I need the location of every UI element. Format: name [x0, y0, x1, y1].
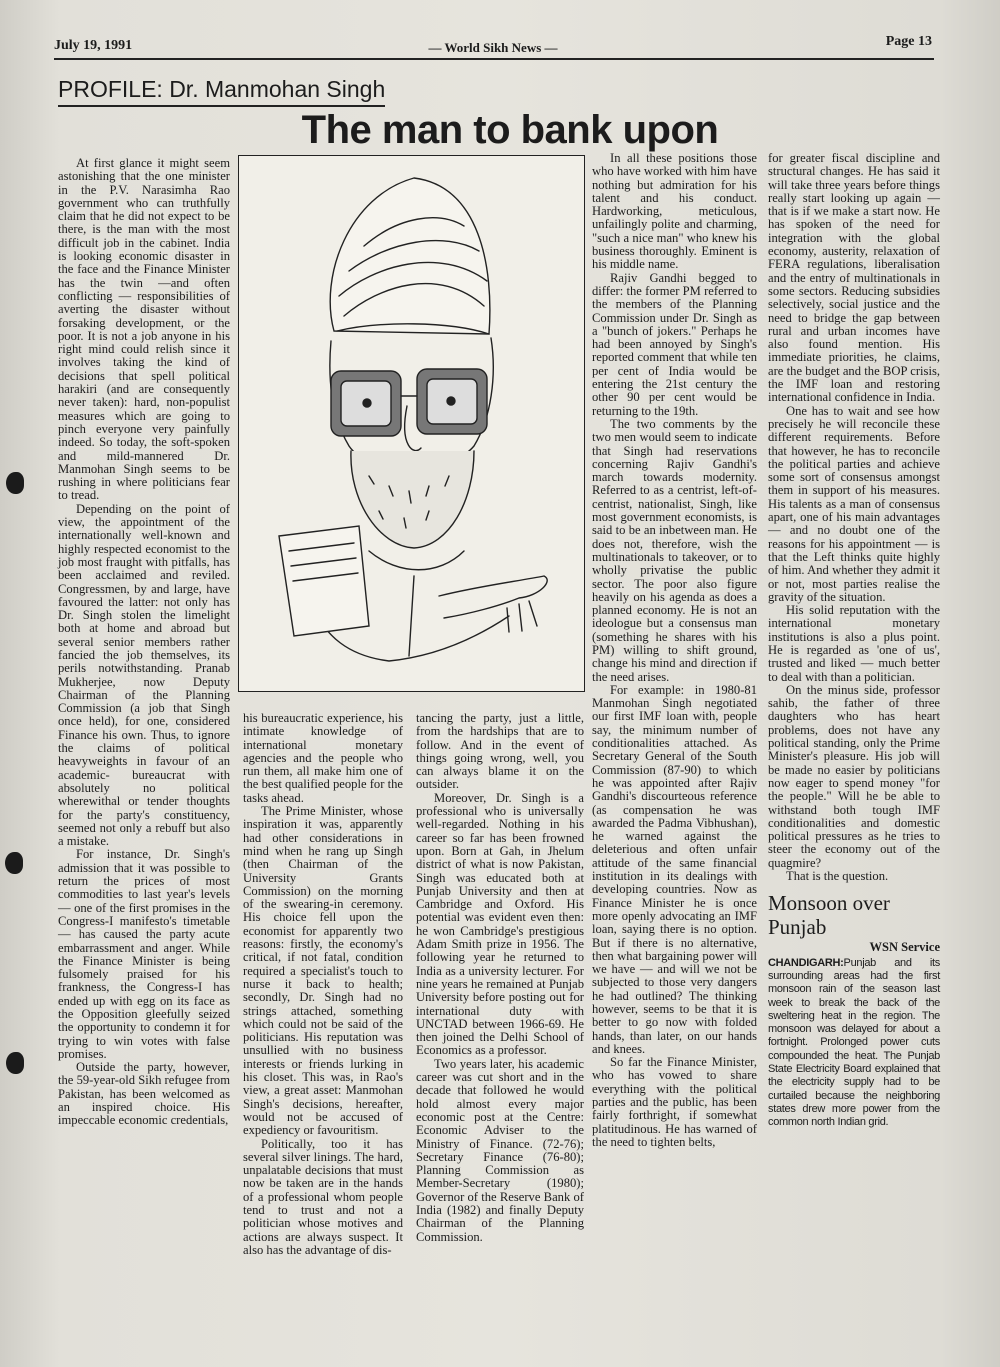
paragraph: Moreover, Dr. Singh is a professional who is universally well-regarded. Nothing in his career so far has been frowned upon. Born at Gah, in Jhelum district of what is now Pakistan, Singh was educated both at Punjab University and then at Cambridge and Oxford. His potential was evident even then: he won Cambridge's prestigious Adam Smith prize in 1956. The following year he returned to India as a university lecturer. For nine years he remained at Punjab University before posting out for international duty with UNCTAD between 1966-69. He then joined the Delhi School of Economics as a professor.	[416, 790, 584, 1058]
paragraph: for greater fiscal discipline and structural changes. He has said it will take three years before things really start looking up again — that is if we make a start now. He has spoken of the need for integration with the global economy, austerity, relaxation of FERA regulations, liberalisation and the entry of multinationals in some sectors. Reducing subsidies selectively, social justice and the need to bridge the gap between rural and urban incomes have also found mention. His immediate priorities, he claims, are the budget and the BOP crisis, the IMF loan and restoring international confidence in India.	[768, 151, 940, 405]
paragraph: So far the Finance Minister, who has vowed to share everything with the political parties and the public, has been fairly forthright, if somewhat platitudinous. He has warned of the need to tighten belts,	[592, 1055, 757, 1149]
paragraph: Two years later, his academic career was cut short and in the decade that followed he would hold almost every major economic post at the Centre: Economic Adviser to the Ministry of Finance. (72-76); Secretary Finance (76-80); Planning Commission as Member-Secretary (1980); Governor of the Reserve Bank of India (1982) and finally Deputy Chairman of the Planning Commission.	[416, 1056, 584, 1244]
paragraph: Rajiv Gandhi begged to differ: the former PM referred to the members of the Planning Commission under Dr. Singh as a "bunch of jokers." Perhaps he had been annoyed by Singh's reported comment that while ten per cent of India would be entering the 21st century the other 90 per cent would be returning to the 19th.	[592, 270, 757, 418]
paragraph: That is the question.	[786, 869, 889, 884]
article-column-1	[58, 157, 230, 1128]
article-column-2	[243, 712, 403, 1257]
paragraph: For instance, Dr. Singh's admission that it was possible to return the prices of most commodities to last year's levels — one of the first promises in the Congress-I manifesto's timetable — has caused the party acute embarrassment and anger. While the Finance Minister is being fulsomely praised for his frankness, the Congress-I has ended up with egg on its face as the Opposition gleefully seized the opportunity to condemn it for trying to win votes with false promises.	[58, 847, 230, 1061]
article-headline: The man to bank upon	[301, 108, 719, 152]
paragraph: The two comments by the two men would seem to indicate that Singh had reservations concerning Rajiv Gandhi's march towards modernity. Referred to as a centrist, left-of-centrist, nationalist, Singh, like most government economists, is said to be an inbetween man. He does not, therefore, wish the multinationals to takeover, or to wholly privatise the public sector. The poor also figure heavily on his agenda as does a planned economy. He is not an ideologue but a consensus man (something he shares with his PM) willing to shift ground, change his mind and direction if the need arises.	[592, 416, 757, 684]
paragraph: Depending on the point of view, the appointment of the internationally well-known and highly respected economist to the job most fraught with pitfalls, has been acclaimed and reviled. Congressmen, by and large, have favoured the latter: not only has Dr. Singh stolen the limelight both at home and abroad but several senior members rather fancied the job themselves, its perils notwithstanding. Pranab Mukherjee, now Deputy Chairman of the Planning Commission (a job that Singh once held), for one, considered Finance his own. Thus, to ignore the claims of political heavyweights in favour of an academic- bureaucrat with absolutely no political wherewithal or tender thoughts for the party's constituency, seemed not only a rebuff but also a mistake.	[58, 501, 230, 849]
paragraph: For example: in 1980-81 Manmohan Singh negotiated our first IMF loan with, people say, the minimum number of conditionalities attached. As Secretary General of the South Commission (87-90) to which he was appointed after Rajiv Gandhi's discourteous reference (as compensation he was awarded the Padma Vibhushan), he warned against the deleterious and often unfair attitude of the same financial institution in its dealings with developing countries. Now as Finance Minister he is once more openly advocating an IMF loan, saying there is no option. But if there is no alternative, then what bargaining power will we have — and will we not be subjected to those very dangers he had outlined? The thinking however, seems to be that it is better to go now with folded hands, than later, on our hands and knees.	[592, 682, 757, 1056]
paragraph: Politically, too it has several silver linings. The hard, unpalatable decisions that must now be taken are in the hands of a professional whom people tend to trust and not a politician whose motives and actions are always suspect. It also has the advantage of dis-	[243, 1136, 403, 1257]
publication-name: — World Sikh News —	[428, 40, 558, 55]
article-column-5	[768, 152, 940, 1129]
monsoon-headline: Monsoon over Punjab	[768, 891, 890, 940]
paragraph: tancing the party, just a little, from the hardships that are to follow. And in the event of things going wrong, well, you can always blame it on the outsider.	[416, 711, 584, 792]
section-label: PROFILE: Dr. Manmohan Singh	[58, 76, 385, 107]
binder-hole	[6, 472, 24, 494]
paragraph: In all these positions those who have worked with him have nothing but admiration for his talent and his conduct. Hardworking, meticulous, unfailingly polite and charming, "such a nice man" who knew his business thoroughly. Eminent is his middle name.	[592, 151, 757, 272]
issue-date: July 19, 1991	[54, 38, 133, 53]
binder-hole	[5, 852, 23, 874]
paragraph: Outside the party, however, the 59-year-old Sikh refugee from Pakistan, has been welcomed as an inspired choice. His impeccable economic credentials,	[58, 1060, 230, 1128]
article-column-3	[416, 712, 584, 1244]
paragraph: On the minus side, professor sahib, the father of three daughters who has heart problems, does not have any political standing, only the Prime Minister's pleasure. His job will be made no easier by politicians now eager to spend money "for the people." Will he be able to withstand both tough IMF conditionalities and domestic political pressures as he tries to steer the economy out of the quagmire?	[768, 682, 940, 870]
monsoon-body	[768, 957, 940, 1130]
paragraph: His solid reputation with the international monetary institutions is also a plus point. He is regarded as 'one of us', trusted and liked — much better to deal with than a politician.	[768, 603, 940, 684]
paragraph: his bureaucratic experience, his intimate knowledge of international monetary agencies and the people who run them, all make him one of the best qualified people for the tasks ahead.	[243, 711, 403, 805]
page-number: Page 13	[885, 34, 932, 49]
paragraph: The Prime Minister, whose inspiration it was, apparently had other considerations in mind when he rang up Singh (then Chairman of the University Grants Commission) on the morning of the swearing-in ceremony. His choice fell upon the economist for apparently two reasons: firstly, the economy's critical, if not fatal, condition required a specialist's touch to nurse it back to health; secondly, Dr. Singh had no strings attached, something which could not be said of the politicians. His reputation was unsullied with no business interests or friends lurking in his closet. This was, in Rao's view, a great asset: Manmohan Singh's decisions, hereafter, would not be accused of expediency or favouritism.	[243, 804, 403, 1138]
monsoon-text: Punjab and its surrounding areas had the first monsoon rain of the season last week to break the back of the sweltering heat in the region. The monsoon was delayed for about a fortnight. Prolonged power cuts compounded the heat. The Punjab State Electricity Board explained that the electricity supply had to be curtailed because the neighboring states drew more power from the common north Indian grid.	[768, 956, 940, 1129]
paragraph: One has to wait and see how precisely he will reconcile these different requirements. Before that however, he has to reconcile the political parties and achieve some sort of consensus amongst them in support of his measures. His talents as a man of consensus apart, one of his main advantages — and no doubt one of the reasons for his appointment — is that the Left thinks quite highly of him. And whether they admit it or not, most parties realise the gravity of the situation.	[768, 403, 940, 604]
caricature-drawing	[239, 156, 584, 691]
monsoon-dateline: CHANDIGARH:	[768, 956, 844, 969]
running-head	[54, 34, 932, 56]
article-column-4	[592, 152, 757, 1149]
caricature-illustration	[238, 155, 585, 692]
header-rule	[54, 58, 934, 60]
binder-hole	[6, 1052, 24, 1074]
monsoon-byline: WSN Service	[869, 940, 940, 955]
paragraph: At first glance it might seem astonishing that the one minister in the P.V. Narasimha Rao government who can truthfully claim that he did not expect to be there, is the man with the most difficult job in the cabinet. India is looking economic disaster in the face and the Finance Minister has the twin —and often conflicting — responsibilities of averting the disaster without forsaking development, or the poor. It is not a job anyone in his right mind could relish since it involves taking the kind of decisions that spell political harakiri (and are consequently never taken): hard, non-populist measures which are going to pinch everyone very painfully indeed. So today, the soft-spoken and mild-mannered Dr. Manmohan Singh seems to be rushing in where politicians fear to tread.	[58, 156, 230, 503]
